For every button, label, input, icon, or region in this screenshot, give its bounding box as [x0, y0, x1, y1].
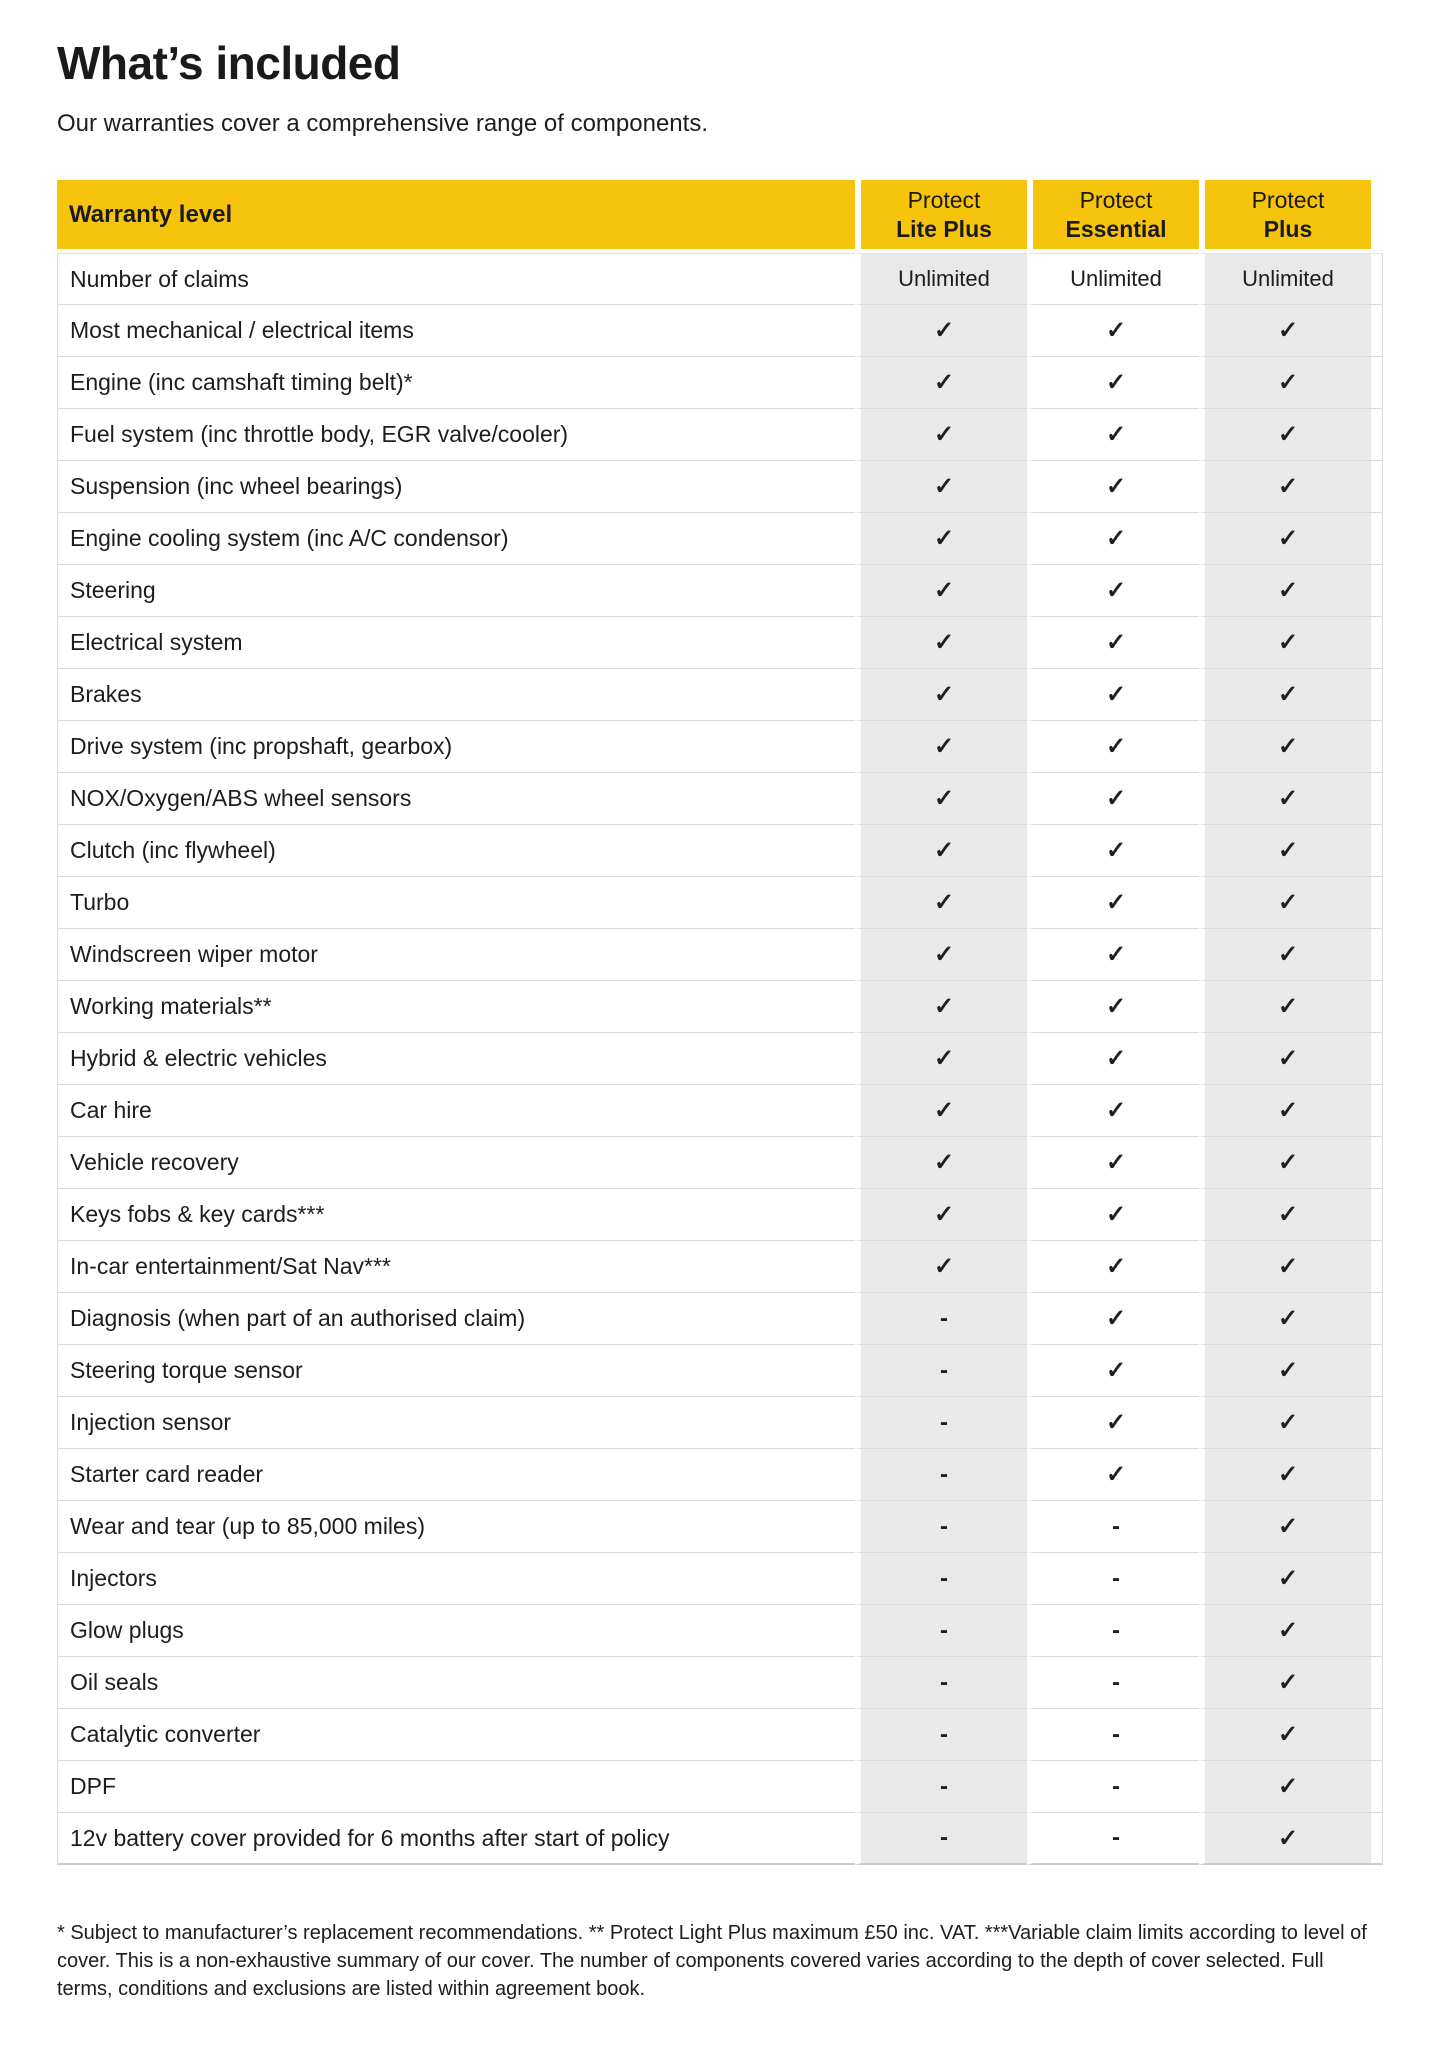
row-label: Oil seals: [57, 1657, 855, 1709]
cell-included: [1199, 1293, 1371, 1345]
cell-included: [1199, 617, 1371, 669]
table-row: [57, 929, 1383, 981]
warranty-level-header: Warranty level: [57, 180, 855, 253]
row-filler: [1371, 825, 1383, 877]
row-filler: [1371, 929, 1383, 981]
header-filler: [1371, 180, 1383, 253]
table-row: [57, 1813, 1383, 1865]
cell-included: [1199, 1397, 1371, 1449]
check-icon: ✓: [933, 1149, 955, 1176]
row-label: Vehicle recovery: [57, 1137, 855, 1189]
check-icon: ✓: [1277, 1513, 1299, 1540]
row-label: Diagnosis (when part of an authorised claim): [57, 1293, 855, 1345]
cell-included: [1199, 1761, 1371, 1813]
dash-icon: -: [940, 1564, 948, 1592]
check-icon: ✓: [933, 317, 955, 344]
plan-name-label: Essential: [1065, 215, 1167, 242]
page-title: What’s included: [57, 37, 401, 89]
cell-included: [1199, 1449, 1371, 1501]
row-filler: [1371, 773, 1383, 825]
check-icon: ✓: [1277, 941, 1299, 968]
check-icon: ✓: [933, 681, 955, 708]
check-icon: ✓: [1277, 993, 1299, 1020]
check-icon: ✓: [933, 629, 955, 656]
plan-name-label: Plus: [1263, 215, 1313, 242]
check-icon: ✓: [1105, 733, 1127, 760]
cell-included: [1027, 981, 1199, 1033]
check-icon: ✓: [1277, 837, 1299, 864]
row-filler: [1371, 513, 1383, 565]
table-row: [57, 877, 1383, 929]
table-row: [57, 1189, 1383, 1241]
cell-included: [1027, 1449, 1199, 1501]
row-filler: [1371, 1397, 1383, 1449]
table-row: [57, 1033, 1383, 1085]
column-header-protect-lite-plus: [855, 180, 1027, 253]
check-icon: ✓: [1277, 1045, 1299, 1072]
check-icon: ✓: [1277, 1305, 1299, 1332]
row-filler: [1371, 1501, 1383, 1553]
cell-not-included: [1027, 1553, 1199, 1605]
row-label: Electrical system: [57, 617, 855, 669]
check-icon: ✓: [933, 525, 955, 552]
row-filler: [1371, 1449, 1383, 1501]
cell-included: [1199, 1241, 1371, 1293]
check-icon: ✓: [1105, 1097, 1127, 1124]
row-filler: [1371, 1605, 1383, 1657]
cell-included: [1027, 929, 1199, 981]
dash-icon: -: [1112, 1668, 1120, 1696]
check-icon: ✓: [1105, 1305, 1127, 1332]
cell-not-included: [855, 1397, 1027, 1449]
row-filler: [1371, 409, 1383, 461]
table-row: [57, 513, 1383, 565]
check-icon: ✓: [1277, 577, 1299, 604]
cell-included: [855, 1085, 1027, 1137]
cell-included: [1027, 877, 1199, 929]
dash-icon: -: [1112, 1772, 1120, 1800]
cell-included: [855, 617, 1027, 669]
plan-brand-label: Protect: [1079, 187, 1153, 214]
check-icon: ✓: [933, 577, 955, 604]
row-label: Keys fobs & key cards***: [57, 1189, 855, 1241]
cell-not-included: [855, 1813, 1027, 1865]
cell-not-included: [1027, 1657, 1199, 1709]
check-icon: ✓: [933, 993, 955, 1020]
row-label: Injectors: [57, 1553, 855, 1605]
check-icon: ✓: [1105, 317, 1127, 344]
check-icon: ✓: [1277, 733, 1299, 760]
cell-not-included: [855, 1657, 1027, 1709]
check-icon: ✓: [1277, 1201, 1299, 1228]
table-row: [57, 1501, 1383, 1553]
cell-included: [1027, 305, 1199, 357]
table-row: [57, 409, 1383, 461]
table-row: [57, 825, 1383, 877]
cell-included: [1199, 1033, 1371, 1085]
dash-icon: -: [940, 1460, 948, 1488]
row-filler: [1371, 253, 1383, 305]
cell-included: [1027, 1085, 1199, 1137]
check-icon: ✓: [933, 1253, 955, 1280]
row-label: Catalytic converter: [57, 1709, 855, 1761]
row-filler: [1371, 721, 1383, 773]
footnote-text: * Subject to manufacturer’s replacement recommendations. ** Protect Light Plus maximum £50 inc. VAT. ***Variable claim limits according to level of cover. This is a non-exhaustive summary of our cover. The number of components covered varies according to the depth of cover selected. Full terms, conditions and exclusions are listed within agreement book.: [57, 1922, 1367, 2000]
table-header: [57, 180, 1383, 253]
cell-included: [1027, 357, 1199, 409]
cell-included: [855, 877, 1027, 929]
check-icon: ✓: [1277, 681, 1299, 708]
row-filler: [1371, 1033, 1383, 1085]
cell-included: [1199, 565, 1371, 617]
row-label: Hybrid & electric vehicles: [57, 1033, 855, 1085]
dash-icon: -: [940, 1668, 948, 1696]
check-icon: ✓: [1277, 1149, 1299, 1176]
check-icon: ✓: [1105, 889, 1127, 916]
check-icon: ✓: [1277, 1773, 1299, 1800]
check-icon: ✓: [1277, 1097, 1299, 1124]
check-icon: ✓: [1105, 1045, 1127, 1072]
cell-included: [1027, 669, 1199, 721]
check-icon: ✓: [1277, 1669, 1299, 1696]
cell-included: [855, 565, 1027, 617]
row-filler: [1371, 877, 1383, 929]
dash-icon: -: [940, 1356, 948, 1384]
table-row: [57, 565, 1383, 617]
check-icon: ✓: [1105, 941, 1127, 968]
cell-included: [1199, 1501, 1371, 1553]
cell-included: [1027, 1397, 1199, 1449]
cell-included: [1199, 773, 1371, 825]
cell-included: [855, 461, 1027, 513]
cell-text: Unlimited: [1027, 253, 1199, 305]
check-icon: ✓: [1277, 473, 1299, 500]
check-icon: ✓: [1277, 1721, 1299, 1748]
row-filler: [1371, 305, 1383, 357]
cell-included: [855, 357, 1027, 409]
cell-not-included: [855, 1293, 1027, 1345]
table-header-row: [57, 180, 1383, 253]
cell-included: [1027, 1033, 1199, 1085]
row-filler: [1371, 1085, 1383, 1137]
cell-included: [1199, 981, 1371, 1033]
plan-name-label: Lite Plus: [896, 215, 992, 242]
row-label: Starter card reader: [57, 1449, 855, 1501]
row-label: 12v battery cover provided for 6 months after start of policy: [57, 1813, 855, 1865]
row-filler: [1371, 1761, 1383, 1813]
table-row: [57, 773, 1383, 825]
check-icon: ✓: [1277, 889, 1299, 916]
dash-icon: -: [1112, 1564, 1120, 1592]
check-icon: ✓: [1277, 1824, 1299, 1852]
cell-included: [1199, 1657, 1371, 1709]
check-icon: ✓: [933, 733, 955, 760]
cell-included: [1199, 721, 1371, 773]
table-row: [57, 1085, 1383, 1137]
check-icon: ✓: [1105, 993, 1127, 1020]
dash-icon: -: [940, 1772, 948, 1800]
check-icon: ✓: [1105, 681, 1127, 708]
table-row: [57, 357, 1383, 409]
check-icon: ✓: [1105, 1253, 1127, 1280]
check-icon: ✓: [1105, 1461, 1127, 1488]
dash-icon: -: [940, 1616, 948, 1644]
cell-included: [1199, 513, 1371, 565]
dash-icon: -: [940, 1512, 948, 1540]
cell-text: Unlimited: [1199, 253, 1371, 305]
dash-icon: -: [1112, 1512, 1120, 1540]
check-icon: ✓: [933, 421, 955, 448]
cell-included: [855, 825, 1027, 877]
row-filler: [1371, 565, 1383, 617]
check-icon: ✓: [1277, 1357, 1299, 1384]
table-row: [57, 461, 1383, 513]
cell-included: [1199, 669, 1371, 721]
cell-not-included: [855, 1709, 1027, 1761]
check-icon: ✓: [933, 837, 955, 864]
cell-not-included: [855, 1501, 1027, 1553]
cell-not-included: [855, 1345, 1027, 1397]
cell-included: [1199, 1709, 1371, 1761]
check-icon: ✓: [933, 889, 955, 916]
row-filler: [1371, 1553, 1383, 1605]
cell-included: [1027, 773, 1199, 825]
dash-icon: -: [1112, 1616, 1120, 1644]
row-label: Glow plugs: [57, 1605, 855, 1657]
cell-included: [1199, 1137, 1371, 1189]
check-icon: ✓: [1105, 1201, 1127, 1228]
table-row: [57, 1241, 1383, 1293]
cell-included: [1027, 617, 1199, 669]
cell-included: [1027, 565, 1199, 617]
table-row: [57, 617, 1383, 669]
row-label: Clutch (inc flywheel): [57, 825, 855, 877]
row-label: Wear and tear (up to 85,000 miles): [57, 1501, 855, 1553]
cell-included: [1199, 1189, 1371, 1241]
check-icon: ✓: [1105, 525, 1127, 552]
cell-included: [855, 669, 1027, 721]
cell-not-included: [855, 1449, 1027, 1501]
cell-included: [1199, 461, 1371, 513]
row-label: Car hire: [57, 1085, 855, 1137]
table-row: [57, 669, 1383, 721]
check-icon: ✓: [1105, 837, 1127, 864]
row-filler: [1371, 1813, 1383, 1865]
cell-included: [1199, 409, 1371, 461]
cell-included: [1199, 1085, 1371, 1137]
check-icon: ✓: [1277, 1565, 1299, 1592]
cell-included: [1027, 409, 1199, 461]
row-filler: [1371, 1189, 1383, 1241]
row-label: Suspension (inc wheel bearings): [57, 461, 855, 513]
dash-icon: -: [940, 1720, 948, 1748]
check-icon: ✓: [1105, 369, 1127, 396]
row-label: Steering torque sensor: [57, 1345, 855, 1397]
cell-included: [1027, 1189, 1199, 1241]
check-icon: ✓: [933, 1201, 955, 1228]
cell-included: [855, 773, 1027, 825]
cell-not-included: [1027, 1501, 1199, 1553]
table-row: [57, 1761, 1383, 1813]
table-row: [57, 1137, 1383, 1189]
check-icon: ✓: [1277, 525, 1299, 552]
cell-included: [855, 513, 1027, 565]
check-icon: ✓: [933, 941, 955, 968]
row-filler: [1371, 461, 1383, 513]
plan-brand-label: Protect: [907, 187, 981, 214]
check-icon: ✓: [933, 369, 955, 396]
check-icon: ✓: [1277, 1617, 1299, 1644]
table-row: [57, 1553, 1383, 1605]
row-label: Engine (inc camshaft timing belt)*: [57, 357, 855, 409]
cell-included: [1027, 461, 1199, 513]
row-label: Turbo: [57, 877, 855, 929]
table-row: [57, 1293, 1383, 1345]
check-icon: ✓: [933, 473, 955, 500]
cell-included: [855, 981, 1027, 1033]
dash-icon: -: [940, 1304, 948, 1332]
check-icon: ✓: [1277, 369, 1299, 396]
row-filler: [1371, 1293, 1383, 1345]
cell-not-included: [855, 1553, 1027, 1605]
check-icon: ✓: [1277, 629, 1299, 656]
cell-included: [1199, 877, 1371, 929]
cell-not-included: [1027, 1605, 1199, 1657]
table-row: [57, 1657, 1383, 1709]
cell-included: [1199, 1553, 1371, 1605]
check-icon: ✓: [933, 785, 955, 812]
cell-included: [855, 929, 1027, 981]
cell-not-included: [1027, 1761, 1199, 1813]
check-icon: ✓: [1105, 785, 1127, 812]
row-label: Engine cooling system (inc A/C condensor): [57, 513, 855, 565]
row-label: Injection sensor: [57, 1397, 855, 1449]
cell-included: [1199, 929, 1371, 981]
dash-icon: -: [940, 1824, 948, 1851]
cell-included: [1199, 1605, 1371, 1657]
table-row: [57, 305, 1383, 357]
row-filler: [1371, 669, 1383, 721]
cell-included: [855, 1137, 1027, 1189]
cell-included: [855, 1033, 1027, 1085]
check-icon: ✓: [1105, 1149, 1127, 1176]
dash-icon: -: [1112, 1824, 1120, 1851]
column-header-protect-essential: [1027, 180, 1199, 253]
row-label: Working materials**: [57, 981, 855, 1033]
row-label: Most mechanical / electrical items: [57, 305, 855, 357]
row-filler: [1371, 981, 1383, 1033]
cell-included: [1027, 1137, 1199, 1189]
row-label: Brakes: [57, 669, 855, 721]
cell-included: [1199, 1813, 1371, 1865]
table-row: [57, 1397, 1383, 1449]
cell-included: [1199, 305, 1371, 357]
row-label: Windscreen wiper motor: [57, 929, 855, 981]
row-label: NOX/Oxygen/ABS wheel sensors: [57, 773, 855, 825]
check-icon: ✓: [933, 1097, 955, 1124]
cell-included: [1199, 357, 1371, 409]
row-label: DPF: [57, 1761, 855, 1813]
table-row: [57, 253, 1383, 305]
row-label: In-car entertainment/Sat Nav***: [57, 1241, 855, 1293]
cell-included: [855, 1189, 1027, 1241]
cell-included: [1027, 1293, 1199, 1345]
column-header-protect-plus: [1199, 180, 1371, 253]
cell-included: [1027, 721, 1199, 773]
cell-included: [855, 409, 1027, 461]
cell-included: [855, 721, 1027, 773]
dash-icon: -: [940, 1408, 948, 1436]
cell-not-included: [855, 1605, 1027, 1657]
cell-included: [1199, 1345, 1371, 1397]
table-row: [57, 1449, 1383, 1501]
row-filler: [1371, 1241, 1383, 1293]
row-label: Number of claims: [57, 253, 855, 305]
check-icon: ✓: [1105, 473, 1127, 500]
plan-brand-label: Protect: [1251, 187, 1325, 214]
row-filler: [1371, 1657, 1383, 1709]
check-icon: ✓: [1277, 785, 1299, 812]
cell-not-included: [1027, 1709, 1199, 1761]
cell-text: Unlimited: [855, 253, 1027, 305]
check-icon: ✓: [1277, 317, 1299, 344]
check-icon: ✓: [1277, 421, 1299, 448]
cell-included: [1027, 1345, 1199, 1397]
check-icon: ✓: [933, 1045, 955, 1072]
table-row: [57, 721, 1383, 773]
warranty-table-body: [57, 253, 1383, 1865]
row-filler: [1371, 1345, 1383, 1397]
cell-included: [1199, 825, 1371, 877]
warranty-comparison-table: [57, 180, 1383, 1865]
row-label: Steering: [57, 565, 855, 617]
check-icon: ✓: [1105, 421, 1127, 448]
table-row: [57, 981, 1383, 1033]
row-label: Fuel system (inc throttle body, EGR valve/cooler): [57, 409, 855, 461]
row-filler: [1371, 357, 1383, 409]
cell-included: [1027, 825, 1199, 877]
check-icon: ✓: [1105, 629, 1127, 656]
cell-included: [1027, 1241, 1199, 1293]
row-filler: [1371, 1137, 1383, 1189]
check-icon: ✓: [1105, 1409, 1127, 1436]
cell-not-included: [855, 1761, 1027, 1813]
table-row: [57, 1605, 1383, 1657]
dash-icon: -: [1112, 1720, 1120, 1748]
cell-not-included: [1027, 1813, 1199, 1865]
row-label: Drive system (inc propshaft, gearbox): [57, 721, 855, 773]
table-row: [57, 1345, 1383, 1397]
check-icon: ✓: [1277, 1409, 1299, 1436]
row-filler: [1371, 617, 1383, 669]
cell-included: [855, 305, 1027, 357]
check-icon: ✓: [1105, 1357, 1127, 1384]
table-row: [57, 1709, 1383, 1761]
page-subtitle: Our warranties cover a comprehensive range of components.: [57, 110, 708, 137]
check-icon: ✓: [1105, 577, 1127, 604]
cell-included: [1027, 513, 1199, 565]
check-icon: ✓: [1277, 1253, 1299, 1280]
row-filler: [1371, 1709, 1383, 1761]
check-icon: ✓: [1277, 1461, 1299, 1488]
cell-included: [855, 1241, 1027, 1293]
